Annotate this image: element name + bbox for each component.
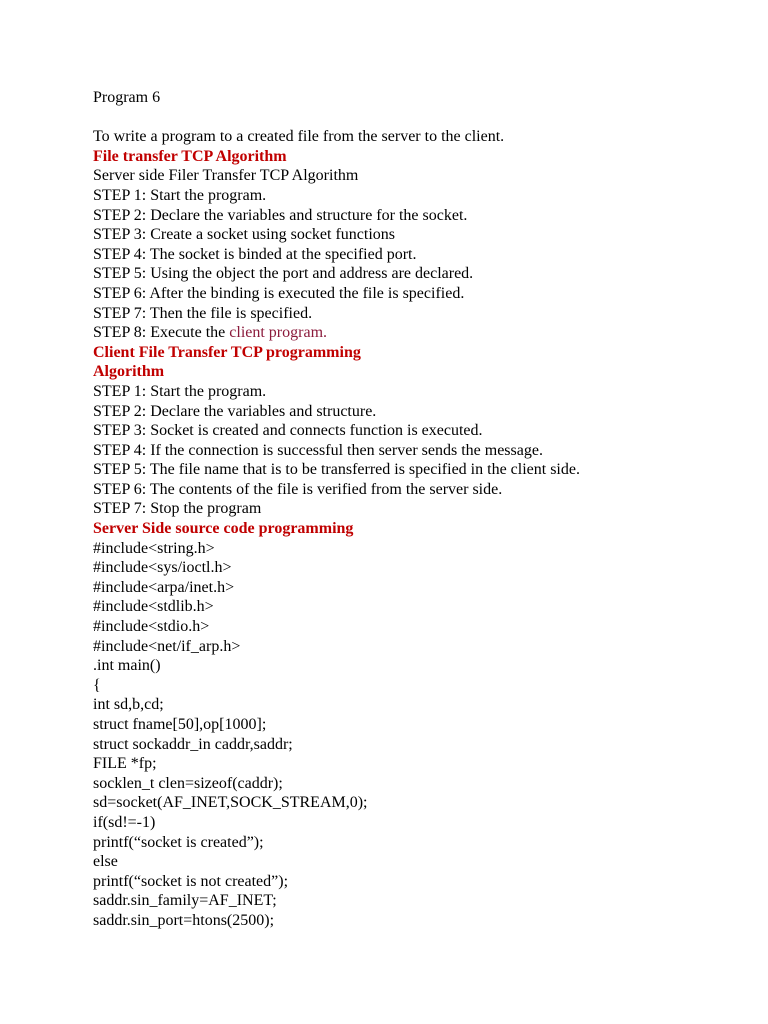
- client-program-link[interactable]: client program.: [229, 324, 328, 342]
- server-step-4: STEP 4: The socket is binded at the specified port.: [93, 245, 417, 263]
- code-line: saddr.sin_family=AF_INET;: [93, 892, 277, 910]
- code-line: struct fname[50],op[1000];: [93, 716, 267, 733]
- client-step-6: STEP 6: The contents of the file is verified from the server side.: [93, 480, 503, 498]
- server-step-1: STEP 1: Start the program.: [93, 186, 267, 204]
- page-title: Program 6: [93, 89, 161, 106]
- code-line: #include<net/if_arp.h>: [93, 637, 241, 655]
- server-algorithm-subheading: Server side Filer Transfer TCP Algorithm: [93, 167, 359, 185]
- client-algorithm-heading: Client File Transfer TCP programming: [93, 343, 361, 361]
- client-step-3: STEP 3: Socket is created and connects function is executed.: [93, 422, 483, 440]
- server-step-8-text: STEP 8: Execute the: [93, 324, 230, 342]
- client-step-5: STEP 5: The file name that is to be transferred is specified in the client side.: [93, 461, 580, 479]
- client-step-2: STEP 2: Declare the variables and structure.: [93, 402, 377, 420]
- client-algorithm-heading-line2: Algorithm: [93, 363, 165, 381]
- server-step-5: STEP 5: Using the object the port and address are declared.: [93, 265, 474, 283]
- intro-text: To write a program to a created file from the server to the client.: [93, 128, 505, 146]
- code-line: #include<stdlib.h>: [93, 598, 214, 616]
- code-line: saddr.sin_port=htons(2500);: [93, 911, 275, 929]
- code-line: sd=socket(AF_INET,SOCK_STREAM,0);: [93, 794, 368, 812]
- code-line: #include<stdio.h>: [93, 618, 210, 636]
- code-line: #include<sys/ioctl.h>: [93, 559, 232, 577]
- client-step-4: STEP 4: If the connection is successful then server sends the message.: [93, 441, 543, 459]
- server-code-heading: Server Side source code programming: [93, 520, 354, 538]
- code-line: .int main(): [93, 657, 161, 675]
- document-page: [93, 88, 733, 931]
- code-line: if(sd!=-1): [93, 813, 156, 831]
- server-step-3: STEP 3: Create a socket using socket functions: [93, 226, 396, 244]
- code-line: {: [93, 676, 101, 694]
- code-line: #include<arpa/inet.h>: [93, 578, 235, 596]
- server-step-6: STEP 6: After the binding is executed the file is specified.: [93, 284, 465, 302]
- server-step-8: [93, 323, 733, 343]
- code-line: FILE *fp;: [93, 755, 157, 773]
- client-step-7: STEP 7: Stop the program: [93, 500, 262, 518]
- client-step-1: STEP 1: Start the program.: [93, 382, 267, 400]
- code-line: printf(“socket is created”);: [93, 833, 264, 851]
- server-step-2: STEP 2: Declare the variables and structure for the socket.: [93, 206, 468, 224]
- code-line: int sd,b,cd;: [93, 696, 164, 714]
- code-line: socklen_t clen=sizeof(caddr);: [93, 774, 283, 792]
- code-line: printf(“socket is not created”);: [93, 872, 289, 890]
- server-step-7: STEP 7: Then the file is specified.: [93, 304, 313, 322]
- code-line: else: [93, 853, 118, 871]
- code-line: #include<string.h>: [93, 539, 215, 557]
- server-algorithm-heading: File transfer TCP Algorithm: [93, 147, 287, 165]
- code-line: struct sockaddr_in caddr,saddr;: [93, 735, 293, 753]
